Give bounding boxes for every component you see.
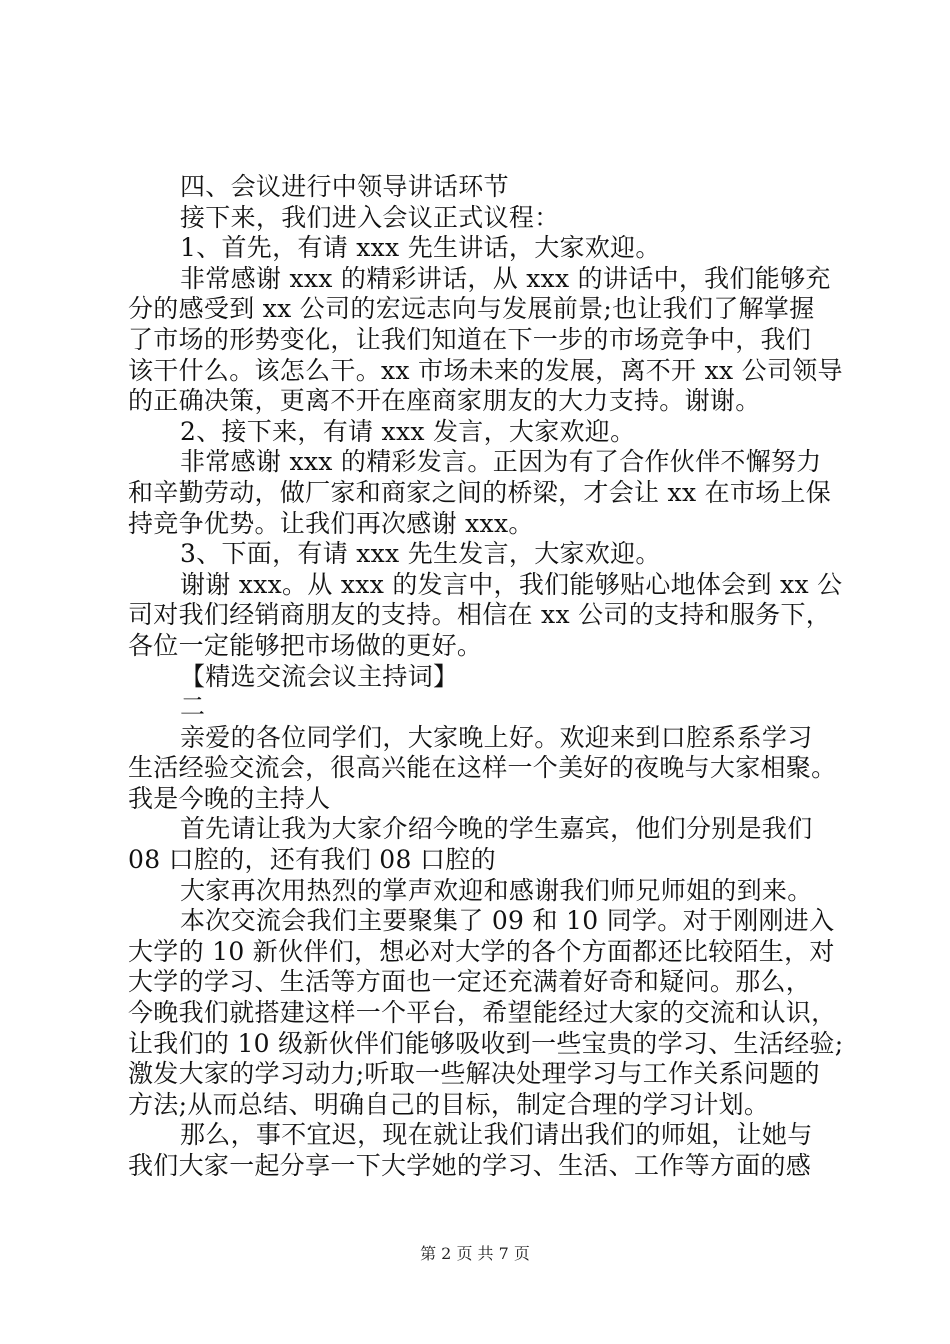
text-line: 和辛勤劳动，做厂家和商家之间的桥梁，才会让 xx 在市场上保 <box>128 477 832 507</box>
text-line: 二 <box>180 692 206 722</box>
text-line: 了市场的形势变化，让我们知道在下一步的市场竞争中，我们 <box>128 324 812 354</box>
text-line: 我是今晚的主持人 <box>128 783 331 813</box>
text-line: 四、会议进行中领导讲话环节 <box>180 172 509 201</box>
page-footer: 第 2 页 共 7 页 <box>420 1244 530 1263</box>
text-line: 谢谢 xxx。从 xxx 的发言中，我们能够贴心地体会到 xx 公 <box>180 569 843 599</box>
text-line: 今晚我们就搭建这样一个平台，希望能经过大家的交流和认识， <box>128 998 837 1028</box>
text-line: 首先请让我为大家介绍今晚的学生嘉宾，他们分别是我们 <box>180 814 813 844</box>
text-line: 大家再次用热烈的掌声欢迎和感谢我们师兄师姐的到来。 <box>180 875 813 905</box>
text-line: 接下来，我们进入会议正式议程： <box>180 202 560 232</box>
text-line: 那么，事不宜迟，现在就让我们请出我们的师姐，让她与 <box>180 1120 813 1150</box>
document-body <box>128 172 844 1182</box>
text-line: 各位一定能够把市场做的更好。 <box>128 630 483 660</box>
text-line: 激发大家的学习动力;听取一些解决处理学习与工作关系问题的 <box>128 1059 820 1089</box>
text-line: 08 口腔的，还有我们 08 口腔的 <box>128 845 496 875</box>
text-line: 大学的 10 新伙伴们，想必对大学的各个方面都还比较陌生，对 <box>128 936 835 966</box>
text-line: 该干什么。该怎么干。xx 市场未来的发展，离不开 xx 公司领导 <box>128 355 843 385</box>
text-line: 亲爱的各位同学们，大家晚上好。欢迎来到口腔系系学习 <box>180 722 813 752</box>
text-line: 非常感谢 xxx 的精彩发言。正因为有了合作伙伴不懈努力 <box>180 447 822 477</box>
text-line: 司对我们经销商朋友的支持。相信在 xx 公司的支持和服务下， <box>128 600 832 630</box>
text-line: 【精选交流会议主持词】 <box>180 661 459 691</box>
text-line: 本次交流会我们主要聚集了 09 和 10 同学。对于刚刚进入 <box>180 906 835 936</box>
text-line: 我们大家一起分享一下大学她的学习、生活、工作等方面的感 <box>128 1151 812 1180</box>
text-line: 大学的学习、生活等方面也一定还充满着好奇和疑问。那么， <box>128 967 812 997</box>
text-line: 生活经验交流会，很高兴能在这样一个美好的夜晚与大家相聚。 <box>128 753 837 783</box>
text-line: 2、接下来，有请 xxx 发言，大家欢迎。 <box>180 416 636 446</box>
text-line: 持竞争优势。让我们再次感谢 xxx。 <box>128 508 534 538</box>
text-line: 3、下面，有请 xxx 先生发言，大家欢迎。 <box>180 539 661 569</box>
text-line: 分的感受到 xx 公司的宏远志向与发展前景;也让我们了解掌握 <box>128 294 815 324</box>
text-line: 的正确决策，更离不开在座商家朋友的大力支持。谢谢。 <box>128 386 761 416</box>
text-line: 1、首先，有请 xxx 先生讲话，大家欢迎。 <box>180 233 661 263</box>
text-line: 让我们的 10 级新伙伴们能够吸收到一些宝贵的学习、生活经验; <box>128 1028 844 1058</box>
text-line: 方法;从而总结、明确自己的目标，制定合理的学习计划。 <box>128 1089 770 1119</box>
text-line: 非常感谢 xxx 的精彩讲话，从 xxx 的讲话中，我们能够充 <box>180 263 831 293</box>
